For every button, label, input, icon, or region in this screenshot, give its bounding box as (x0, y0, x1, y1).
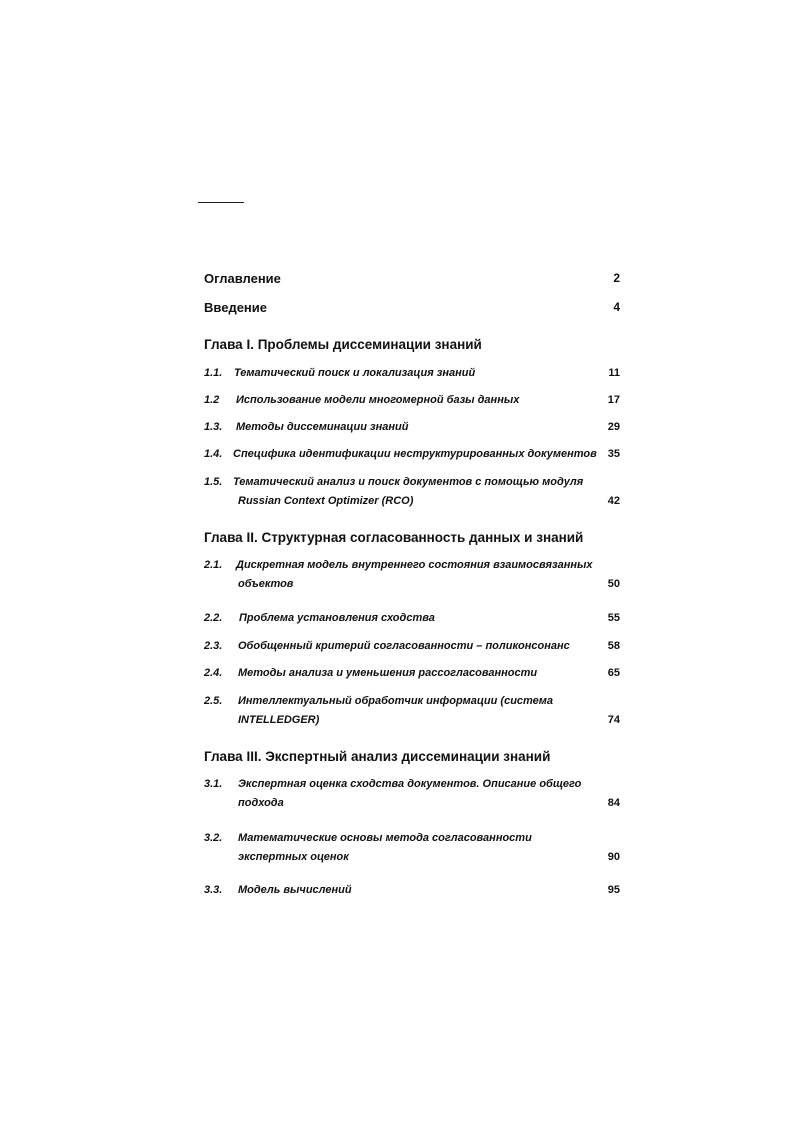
section-page: 29 (607, 421, 620, 433)
section-number: 1.3. (204, 421, 223, 433)
toc-entry-1-2[interactable] (204, 394, 624, 410)
section-title: Дискретная модель внутреннего состояния взаимосвязанных (236, 559, 593, 571)
section-title: Специфика идентификации неструктурированных документов (233, 448, 597, 460)
toc-entry-2-3[interactable] (204, 640, 624, 656)
section-title-continuation: подхода (238, 797, 284, 809)
section-title: Проблема установления сходства (239, 612, 435, 624)
toc-entry-title: Оглавление (204, 271, 281, 286)
section-number: 1.4. (204, 448, 223, 460)
section-page: 55 (607, 612, 620, 624)
section-title: Тематический поиск и локализация знаний (234, 367, 476, 379)
section-page: 95 (607, 884, 620, 896)
section-number: 2.1. (204, 559, 223, 571)
chapter-heading-2[interactable] (204, 530, 624, 548)
toc-entry-1-3[interactable] (204, 421, 624, 437)
toc-entry-2-1[interactable] (204, 559, 624, 595)
toc-entry-page: 2 (613, 271, 620, 285)
section-page: 35 (607, 448, 620, 460)
toc-entry-3-2[interactable] (204, 832, 624, 868)
toc-entry-intro[interactable] (204, 300, 624, 318)
toc-entry-1-4[interactable] (204, 448, 624, 464)
section-page: 42 (607, 495, 620, 507)
section-number: 3.3. (204, 884, 223, 896)
section-title-continuation: объектов (238, 578, 294, 590)
section-title-continuation: Russian Context Optimizer (RCO) (238, 495, 414, 507)
section-page: 11 (608, 367, 620, 379)
section-title: Математические основы метода согласованности (238, 832, 532, 844)
toc-entry-2-2[interactable] (204, 612, 624, 628)
section-page: 17 (607, 394, 620, 406)
section-number: 2.4. (204, 667, 223, 679)
toc-entry-1-1[interactable] (204, 367, 624, 383)
toc-entry-2-5[interactable] (204, 695, 624, 731)
toc-entry-1-5[interactable] (204, 476, 624, 512)
section-number: 1.1. (204, 367, 223, 379)
section-page: 50 (607, 578, 620, 590)
chapter-title: Глава II. Структурная согласованность данных и знаний (204, 530, 584, 545)
section-page: 58 (607, 640, 620, 652)
section-number: 2.5. (204, 695, 223, 707)
section-title: Экспертная оценка сходства документов. Описание общего (238, 778, 582, 790)
section-number: 2.2. (204, 612, 223, 624)
section-number: 1.5. (204, 476, 223, 488)
section-title: Методы диссеминации знаний (236, 421, 409, 433)
toc-entry-page: 4 (613, 300, 620, 314)
section-number: 3.1. (204, 778, 223, 790)
section-number: 3.2. (204, 832, 223, 844)
section-title: Методы анализа и уменьшения рассогласованности (238, 667, 538, 679)
section-page: 90 (607, 851, 620, 863)
section-number: 1.2 (204, 394, 220, 406)
section-title: Тематический анализ и поиск документов с помощью модуля (233, 476, 584, 488)
toc-entry-3-3[interactable] (204, 884, 624, 900)
chapter-heading-1[interactable] (204, 337, 624, 355)
chapter-title: Глава III. Экспертный анализ диссеминации знаний (204, 749, 551, 764)
section-title: Модель вычислений (238, 884, 352, 896)
section-title-continuation: INTELLEDGER) (238, 714, 320, 726)
chapter-title: Глава I. Проблемы диссеминации знаний (204, 337, 482, 352)
section-page: 65 (607, 667, 620, 679)
toc-entry-3-1[interactable] (204, 778, 624, 814)
chapter-heading-3[interactable] (204, 749, 624, 767)
section-number: 2.3. (204, 640, 223, 652)
section-page: 74 (607, 714, 620, 726)
section-title: Обобщенный критерий согласованности – поликонсонанс (238, 640, 570, 652)
section-title-continuation: экспертных оценок (238, 851, 349, 863)
section-title: Использование модели многомерной базы данных (236, 394, 520, 406)
toc-entry-2-4[interactable] (204, 667, 624, 683)
toc-entry-title: Введение (204, 300, 267, 315)
section-title: Интеллектуальный обработчик информации (система (238, 695, 554, 707)
toc-entry-contents[interactable] (204, 271, 624, 289)
section-page: 84 (607, 797, 620, 809)
